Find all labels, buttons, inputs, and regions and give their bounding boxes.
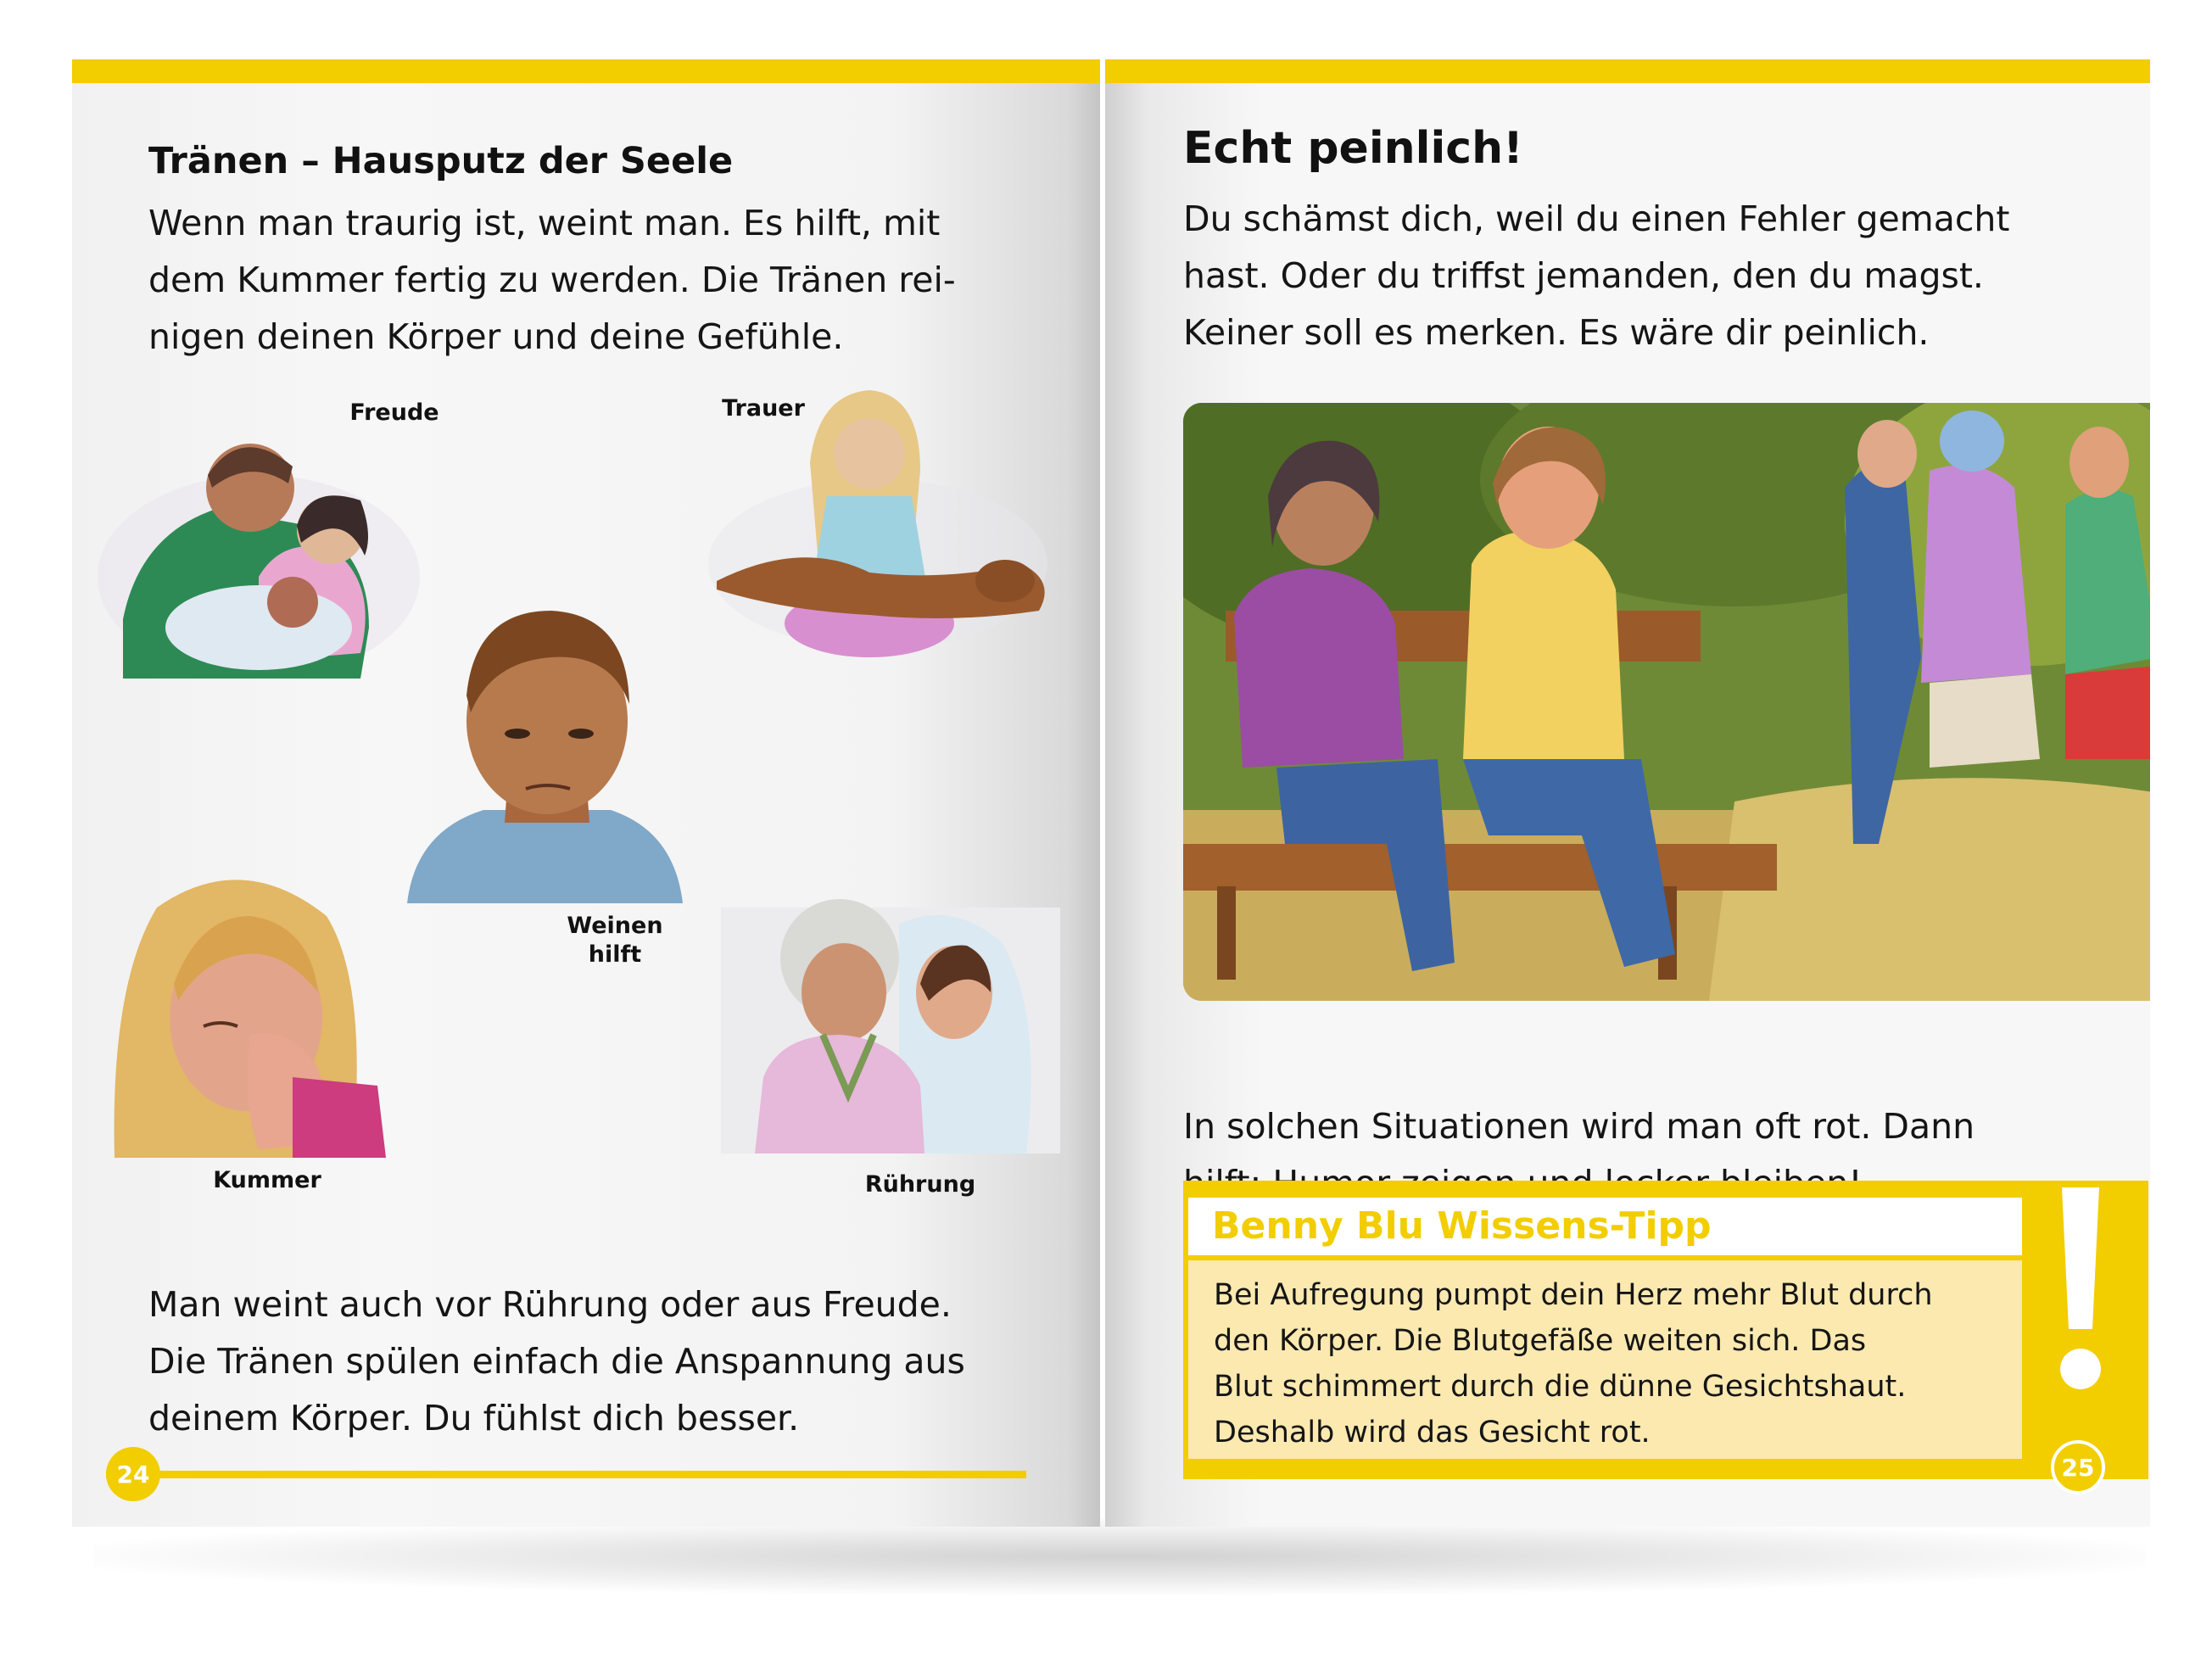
right-page-heading: Echt peinlich!: [1183, 123, 1523, 174]
caption-kummer: Kummer: [213, 1167, 321, 1193]
caption-weinen: Weinen: [567, 913, 663, 939]
book-shadow: [93, 1518, 2146, 1595]
caption-freude: Freude: [349, 399, 439, 426]
top-accent-bar: [1105, 59, 2150, 83]
text-line: Du schämst dich, weil du einen Fehler gemacht: [1183, 198, 2010, 239]
right-page: [1105, 59, 2150, 1527]
text-line: Wenn man traurig ist, weint man. Es hilft, mit: [148, 203, 941, 243]
wissens-tipp-box: [1183, 1181, 2148, 1479]
tip-body: [1214, 1272, 2011, 1455]
exclamation-icon: [2047, 1181, 2114, 1410]
text-line: Die Tränen spülen einfach die Anspannung aus: [148, 1341, 965, 1382]
text-line: Blut schimmert durch die dünne Gesichtshaut.: [1214, 1370, 1907, 1404]
left-page-heading: Tränen – Hausputz der Seele: [148, 140, 734, 182]
text-line: hast. Oder du triffst jemanden, den du magst.: [1183, 255, 1984, 296]
page-number-right: 25: [2051, 1440, 2105, 1494]
illustration-ruehrung: [721, 891, 1060, 1153]
illustration-kummer: [98, 857, 411, 1158]
text-line: Keiner soll es merken. Es wäre dir peinlich.: [1183, 312, 1930, 353]
bottom-accent-line: [106, 1471, 1026, 1478]
text-line: Man weint auch vor Rührung oder aus Freude.: [148, 1284, 952, 1325]
left-page: [72, 59, 1100, 1527]
text-line: nigen deinen Körper und deine Gefühle.: [148, 316, 844, 357]
tip-body-box: [1183, 1260, 2027, 1464]
illustration-park-bench: [1183, 403, 2150, 1001]
text-line: dem Kummer fertig zu werden. Die Tränen rei-: [148, 260, 956, 300]
text-line: deinem Körper. Du fühlst dich besser.: [148, 1398, 800, 1438]
tip-title: Benny Blu Wissens-Tipp: [1212, 1204, 1712, 1248]
illustration-freude: [89, 407, 445, 687]
left-outro-text: [148, 1276, 965, 1447]
page-number-left: 24: [106, 1447, 160, 1501]
caption-ruehrung: Rührung: [864, 1171, 976, 1198]
top-accent-bar: [72, 59, 1100, 83]
caption-trauer: Trauer: [722, 395, 805, 422]
illustration-weinen-hilft: [407, 594, 683, 903]
right-intro-text: [1183, 191, 2009, 361]
text-line: In solchen Situationen wird man oft rot. Dann: [1183, 1106, 1975, 1147]
caption-hilft: hilft: [588, 941, 642, 968]
text-line: Bei Aufregung pumpt dein Herz mehr Blut durch: [1214, 1278, 1933, 1312]
left-intro-text: [148, 195, 956, 366]
text-line: den Körper. Die Blutgefäße weiten sich. Das: [1214, 1324, 1867, 1358]
tip-title-box: [1183, 1193, 2027, 1260]
text-line: Deshalb wird das Gesicht rot.: [1214, 1416, 1651, 1450]
